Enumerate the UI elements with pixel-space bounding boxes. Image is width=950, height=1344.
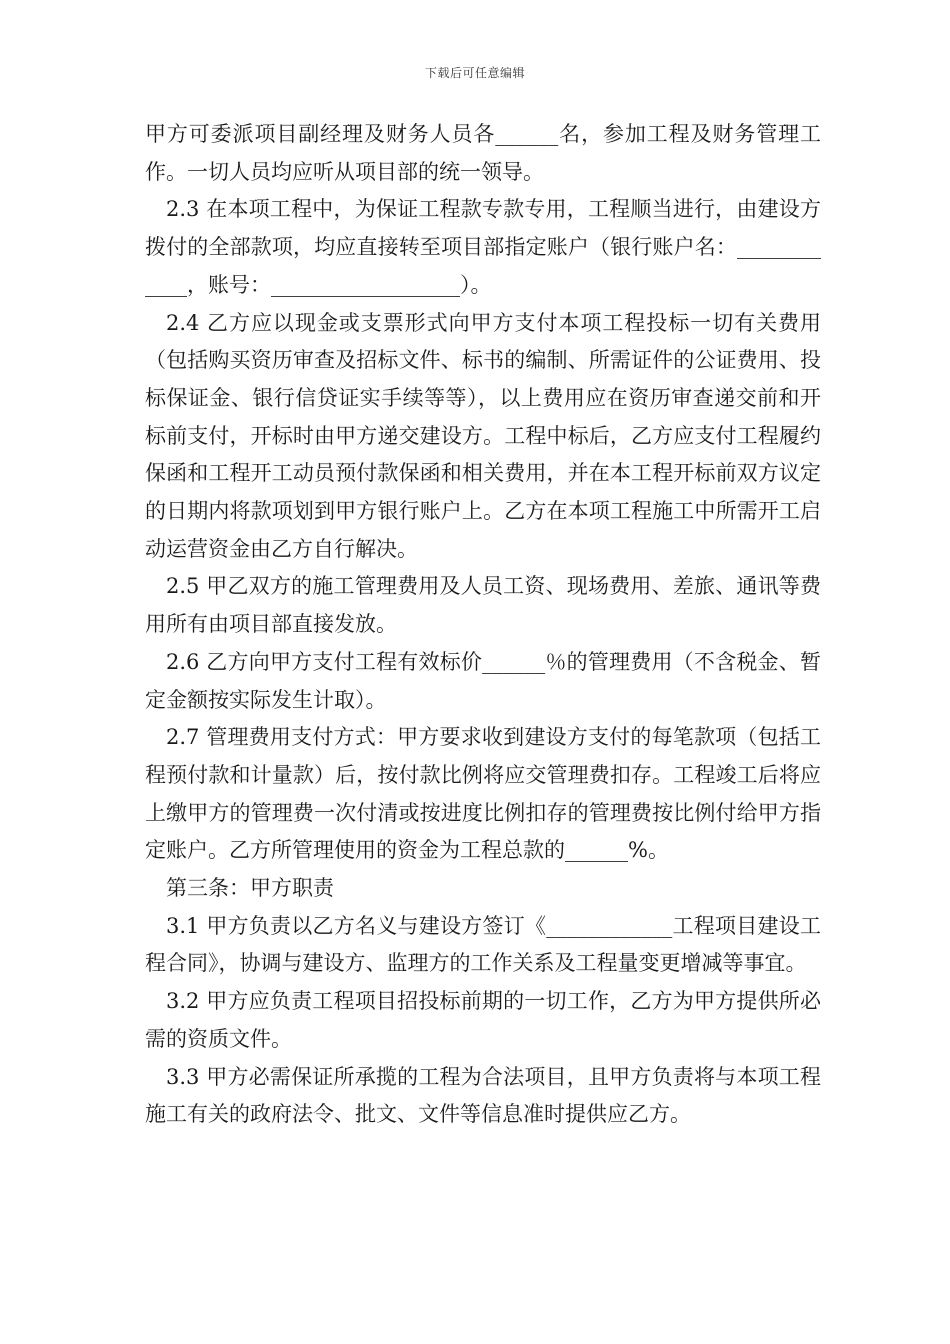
clause-2-6: 2.6 乙方向甲方支付工程有效标价______％的管理费用（不含税金、暂定金额按实际发生计取）。 [145, 649, 821, 712]
section-heading-article-3: 第三条：甲方职责 [166, 876, 334, 901]
clause-2-4: 2.4 乙方应以现金或支票形式向甲方支付本项工程投标一切有关费用（包括购买资历审查及招标文件、标书的编制、所需证件的公证费用、投标保证金、银行信贷证实手续等等），以上费用应在资历审查递交前和开标前支付，开标时由甲方递交建设方。工程中标后，乙方应支付工程履约保函和工程开工动员预付款保函和相关费用，并在本工程开标前双方议定的日期内将款项划到甲方银行账户上。乙方在本项工程施工中所需开工启动运营资金由乙方自行解决。 [145, 310, 821, 561]
clause-3-2: 3.2 甲方应负责工程项目招投标前期的一切工作，乙方为甲方提供所必需的资质文件。 [145, 989, 821, 1051]
paragraph-staffing: 甲方可委派项目副经理及财务人员各______名，参加工程及财务管理工作。一切人员均应听从项目部的统一领导。 [145, 122, 821, 184]
clause-3-3: 3.3 甲方必需保证所承揽的工程为合法项目，且甲方负责将与本项工程施工有关的政府法令、批文、文件等信息准时提供应乙方。 [145, 1064, 821, 1127]
clause-2-5: 2.5 甲乙双方的施工管理费用及人员工资、现场费用、差旅、通讯等费用所有由项目部直接发放。 [145, 574, 821, 637]
clause-3-1: 3.1 甲方负责以乙方名义与建设方签订《____________工程项目建设工程合同》，协调与建设方、监理方的工作关系及工程量变更增减等事宜。 [145, 913, 821, 976]
page-header: 下载后可任意编辑 [424, 66, 525, 80]
document-body [145, 116, 821, 1134]
clause-2-7: 2.7 管理费用支付方式：甲方要求收到建设方支付的每笔款项（包括工程预付款和计量款）后，按付款比例将应交管理费扣存。工程竣工后将应上缴甲方的管理费一次付清或按进度比例扣存的管理费按比例付给甲方指定账户。乙方所管理使用的资金为工程总款的______%。 [145, 725, 821, 863]
clause-2-3: 2.3 在本项工程中，为保证工程款专款专用，工程顺当进行，由建设方拨付的全部款项，均应直接转至项目部指定账户（银行账户名：____________，账号：__________________）。 [145, 197, 821, 297]
